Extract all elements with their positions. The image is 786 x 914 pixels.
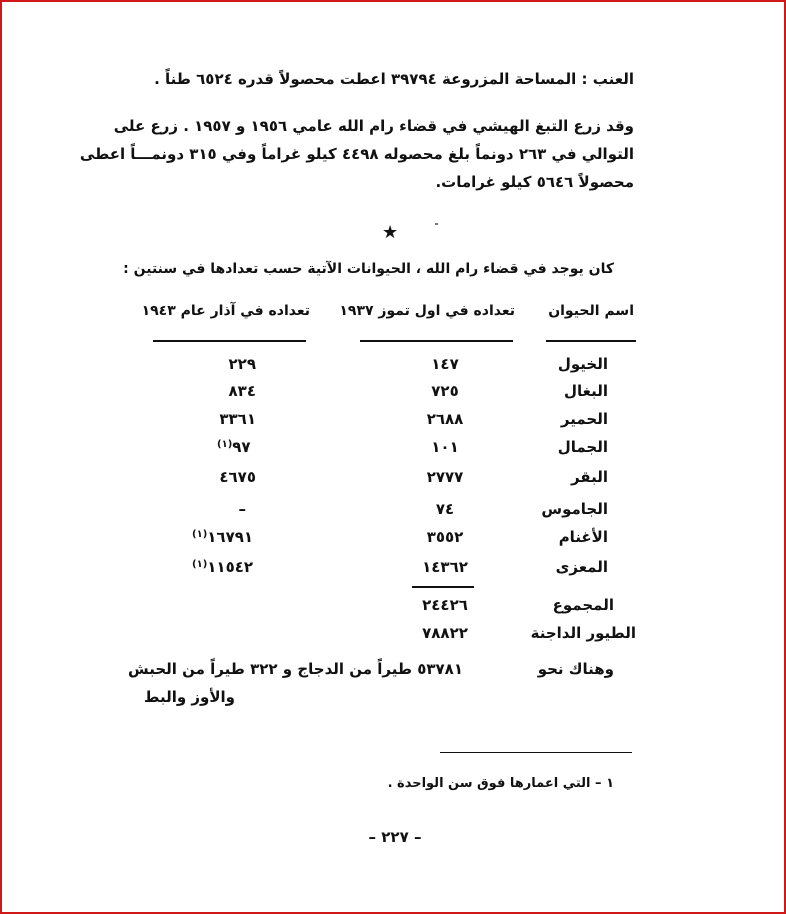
count-1937: ٧٤ [435,500,455,518]
tobacco-line-3: محصولاً ٥٦٤٦ كيلو غرامات. [435,173,634,191]
header-rule-1943 [153,340,306,342]
count-1937: ٧٢٥ [431,382,459,400]
speck-mark [435,223,438,225]
table-intro: كان يوجد في قضاء رام الله ، الحيوانات الآتية حسب تعدادها في سنتين : [123,261,614,277]
count-1943-cell [190,528,253,546]
count-1937: ٢٧٧٧ [426,468,464,486]
total-rule [412,586,474,588]
count-1943: ٤٦٧٥ [219,468,256,486]
header-animal-name: اسم الحيوان [548,303,634,319]
footnote-text: ١ – التي اعمارها فوق سن الواحدة . [387,776,614,791]
animal-name: المعزى [555,558,608,576]
count-1937: ٢٦٨٨ [426,410,464,428]
count-1943: ٨٣٤ [228,382,256,400]
count-1943: ٢٢٩ [228,355,256,373]
count-1937: ١٤٧ [431,355,459,373]
poultry-value: ٧٨٨٢٢ [422,624,468,642]
header-rule-1937 [360,340,513,342]
animal-name: الحمير [560,410,608,428]
footnote-marker: (١) [192,529,208,540]
count-1943: ١٦٧٩١ [207,528,254,546]
star-separator-icon: ★ [382,222,399,243]
total-value: ٢٤٤٢٦ [422,596,468,614]
count-1937: ٣٥٥٢ [426,528,464,546]
footnote-marker: (١) [192,559,208,570]
page-number: – ٢٢٧ – [368,828,422,846]
tobacco-line-1: وقد زرع التبغ الهيشي في قضاء رام الله عامي ١٩٥٦ و ١٩٥٧ . زرع على [113,117,634,135]
footnote-rule [440,752,632,753]
header-count-1943: تعداده في آذار عام ١٩٤٣ [141,303,310,319]
animal-name: البقر [570,468,608,486]
count-1937: ١٤٣٦٢ [422,558,468,576]
animal-name: الجاموس [541,500,608,518]
animal-name: الجمال [557,438,608,456]
count-1943-cell [215,438,251,456]
poultry-note-label: وهناك نحو [537,660,614,678]
footnote-marker: (١) [217,439,233,450]
count-1943-cell [190,558,253,576]
animal-name: البغال [563,382,608,400]
grapes-paragraph: العنب : المساحة المزروعة ٣٩٧٩٤ اعطت محصولاً قدره ٦٥٢٤ طناً . [154,70,634,88]
animal-name: الخيول [557,355,608,373]
count-1943: ١١٥٤٢ [207,558,254,576]
total-label: المجموع [552,596,614,614]
header-rule-animal [546,340,636,342]
count-1943: ٩٧ [232,438,251,456]
tobacco-line-2: التوالي في ٢٦٣ دونماً بلغ محصوله ٤٤٩٨ كيلو غراماً وفي ٣١٥ دونمـــاً اعطى [79,145,634,163]
count-1937: ١٠١ [431,438,459,456]
poultry-note-line-2: والأوز والبط [143,688,235,706]
header-count-1937: تعداده في اول تموز ١٩٣٧ [339,303,515,319]
poultry-note-line-1: ٥٣٧٨١ طيراً من الدجاج و ٣٢٢ طيراً من الحبش [128,660,463,678]
count-1943: ٣٣٦١ [219,410,256,428]
animal-name: الأغنام [558,528,608,546]
count-1943: – [238,500,246,518]
poultry-label: الطيور الداجنة [530,624,636,642]
